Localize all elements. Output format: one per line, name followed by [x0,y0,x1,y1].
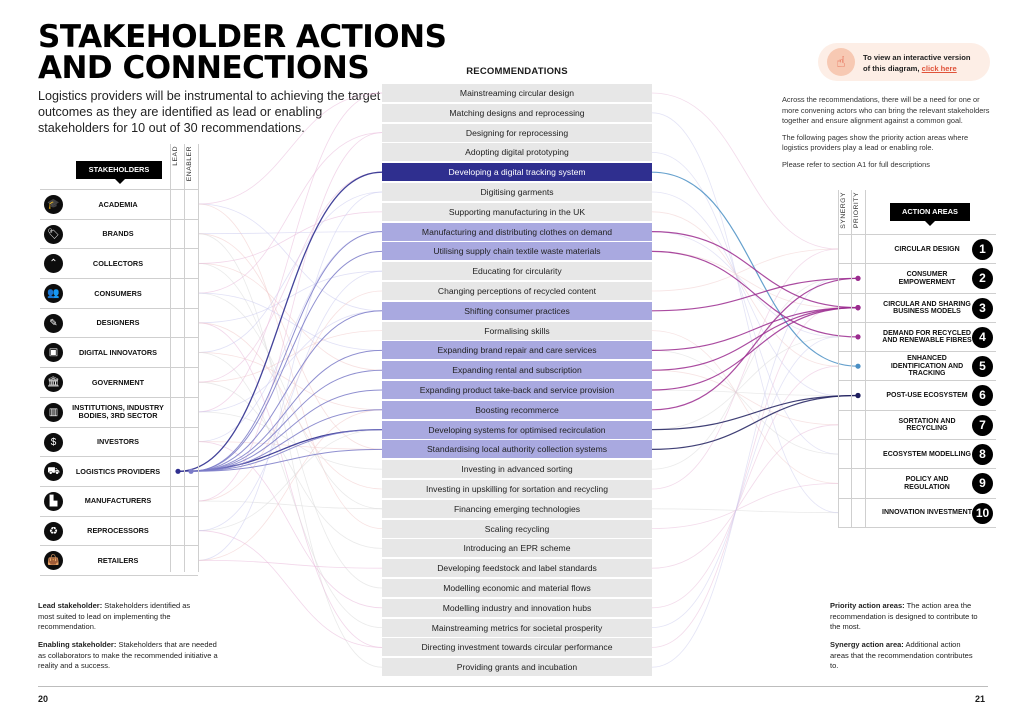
people-icon: 👥 [44,284,63,303]
background-link [198,232,382,442]
action-area-label: INNOVATION INVESTMENT [882,509,972,517]
recommendation-item[interactable]: Boosting recommerce [382,401,652,419]
background-link [198,93,382,204]
background-link [652,192,838,396]
tablet-icon: ▣ [44,343,63,362]
action-area-row[interactable] [838,381,996,410]
background-link [652,308,838,648]
background-link [652,251,838,307]
factory-icon: ▙ [44,492,63,511]
lead-column-label: LEAD [172,146,179,166]
government-icon: 🏛 [44,373,63,392]
recommendations-header: RECOMMENDATIONS [466,66,568,77]
enabler-link [191,350,382,471]
action-area-label: ECOSYSTEM MODELLING [883,450,971,458]
recommendation-item[interactable]: Standardising local authority collection systems [382,440,652,458]
stakeholder-label: GOVERNMENT [91,377,145,387]
action-area-link [652,232,858,308]
recommendation-item[interactable]: Directing investment towards circular performance [382,638,652,656]
synergy-action-note: Synergy action area: Additional action areas that the recommendation contributes to. [830,640,973,670]
action-area-list [838,234,996,528]
title-line-2: AND CONNECTIONS [38,50,370,86]
background-link [652,390,838,396]
recommendation-list [382,84,652,678]
action-area-label: SORTATION AND RECYCLING [898,417,956,433]
action-area-number-badge: 7 [972,415,993,436]
recycle-icon: ♻ [44,522,63,541]
background-link [652,331,838,484]
action-area-number-badge: 3 [972,298,993,319]
recommendation-item[interactable]: Expanding brand repair and care services [382,341,652,359]
recommendation-item[interactable]: Formalising skills [382,322,652,340]
recommendation-item[interactable]: Expanding product take-back and service provision [382,381,652,399]
recommendation-item[interactable]: Mainstreaming circular design [382,84,652,102]
action-area-number-badge: 5 [972,356,993,377]
page-number-right: 21 [975,694,986,704]
background-link [652,370,838,425]
background-link [652,425,838,568]
action-areas-header: ACTION AREAS [890,203,970,221]
stakeholder-column-edge [198,144,199,572]
stakeholder-label: LOGISTICS PROVIDERS [75,466,161,476]
recommendation-item[interactable]: Adopting digital prototyping [382,143,652,161]
building-icon: ▥ [44,403,63,422]
stakeholder-label: INSTITUTIONS, INDUSTRY BODIES, 3RD SECTOR [72,403,164,421]
action-area-number-badge: 9 [972,473,993,494]
action-area-number-badge: 6 [972,385,993,406]
background-link [198,93,382,412]
stakeholder-list [40,189,198,576]
recommendation-item[interactable]: Developing a digital tracking system [382,163,652,181]
action-area-number-badge: 2 [972,268,993,289]
background-link [198,412,382,469]
background-link [198,410,382,561]
recommendation-item[interactable]: Changing perceptions of recycled content [382,282,652,300]
stakeholder-row[interactable] [40,546,198,576]
action-area-number-badge: 8 [972,444,993,465]
background-link [198,560,382,568]
lead-link [178,172,382,471]
money-icon: $ [44,433,63,452]
desc-para-2: The following pages show the priority action areas where logistics providers play a lead or enabling role. [782,132,969,152]
synergy-column-label: SYNERGY [840,192,847,229]
action-area-label: ENHANCED IDENTIFICATION AND TRACKING [890,355,964,378]
background-link [198,172,382,382]
action-area-number-badge: 10 [972,503,993,524]
recommendation-item[interactable]: Scaling recycling [382,520,652,538]
action-area-row[interactable] [838,411,996,440]
recommendation-item[interactable]: Expanding rental and subscription [382,361,652,379]
stakeholder-row[interactable] [40,457,198,487]
recommendation-item[interactable]: Matching designs and reprocessing [382,104,652,122]
callout-line-2: of this diagram, [863,64,920,73]
background-link [198,353,382,628]
priority-column-label: PRIORITY [853,192,860,229]
desc-para-3: Please refer to section A1 for full descriptions [782,159,930,169]
background-link [652,337,838,628]
recommendation-item[interactable]: Providing grants and incubation [382,658,652,676]
background-link [652,278,838,469]
stakeholder-label: INVESTORS [96,437,140,446]
action-area-row[interactable] [838,264,996,293]
action-area-number-badge: 1 [972,239,993,260]
action-area-label: POST-USE ECOSYSTEM [886,392,968,400]
stakeholder-row[interactable] [40,220,198,250]
background-link [198,531,382,648]
stakeholder-label: BRANDS [102,229,134,239]
action-area-label: CIRCULAR DESIGN [894,245,960,253]
background-link [652,509,838,513]
background-link [652,93,838,249]
hanger-icon: ⌃ [44,254,63,273]
background-link [198,263,382,588]
recommendation-item[interactable]: Investing in advanced sorting [382,460,652,478]
stakeholder-row[interactable] [40,338,198,368]
recommendation-item[interactable]: Mainstreaming metrics for societal prosperity [382,619,652,637]
background-link [652,483,838,528]
stakeholder-row[interactable] [40,517,198,547]
enabler-column-label: ENABLER [186,146,193,182]
click-here-link[interactable]: click here [921,64,957,73]
recommendation-item[interactable]: Supporting manufacturing in the UK [382,203,652,221]
action-area-link [652,308,858,371]
recommendation-item[interactable]: Developing feedstock and label standards [382,559,652,577]
stakeholder-row[interactable] [40,279,198,309]
recommendation-item[interactable]: Manufacturing and distributing clothes on demand [382,223,652,241]
enabling-stakeholder-note: Enabling stakeholder: Stakeholders that are needed as collaborators to make the recommended initiative a reality and a success. [38,640,218,670]
recommendation-item[interactable]: Modelling industry and innovation hubs [382,599,652,617]
action-area-label: CIRCULAR AND SHARING BUSINESS MODELS [883,300,971,316]
action-area-row[interactable] [838,440,996,469]
background-link [652,350,838,454]
action-area-number-badge: 4 [972,327,993,348]
stakeholder-row[interactable] [40,428,198,458]
tap-hand-icon: ☝ [827,48,855,76]
recommendation-item[interactable]: Educating for circularity [382,262,652,280]
lead-stakeholder-note: Lead stakeholder: Stakeholders identified as most suited to lead on implementing the recommendation. [38,601,191,631]
stakeholder-row[interactable] [40,368,198,398]
graduation-cap-icon: 🎓 [44,195,63,214]
background-link [198,212,382,264]
action-area-label: DEMAND FOR RECYCLED AND RENEWABLE FIBRES [882,329,972,345]
desc-para-1: Across the recommendations, there will be a need for one or more convening actors who can bring the relevant stakeholders together and ensure alignment against a common goal. [782,95,990,125]
priority-action-note: Priority action areas: The action area the recommendation is designed to contribute to the most. [830,601,978,631]
title-line-1: STAKEHOLDER ACTIONS [38,19,447,55]
background-link [198,442,382,450]
action-area-row[interactable] [838,323,996,352]
stakeholder-label: DESIGNERS [96,318,140,328]
stakeholder-label: ACADEMIA [98,199,138,209]
stakeholder-label: DIGITAL INNOVATORS [79,347,157,357]
recommendation-item[interactable]: Investing in upskilling for sortation and recycling [382,480,652,498]
recommendation-item[interactable]: Financing emerging technologies [382,500,652,518]
background-link [198,501,382,509]
enabler-link [191,410,382,472]
recommendation-item[interactable]: Designing for reprocessing [382,124,652,142]
stakeholder-label: RETAILERS [97,555,139,565]
recommendation-item[interactable]: Digitising garments [382,183,652,201]
stakeholder-row[interactable] [40,249,198,279]
background-link [198,271,382,323]
recommendation-item[interactable]: Shifting consumer practices [382,302,652,320]
stakeholder-label: COLLECTORS [92,258,144,268]
stakeholder-row[interactable] [40,309,198,339]
action-area-row[interactable] [838,294,996,323]
stakeholder-row[interactable] [40,398,198,428]
background-link [652,232,838,337]
background-link [198,133,382,294]
stakeholder-label: MANUFACTURERS [84,496,152,506]
action-area-row[interactable] [838,469,996,498]
action-area-row[interactable] [838,235,996,264]
action-area-label: CONSUMER EMPOWERMENT [898,271,956,286]
background-link [652,278,838,667]
recommendation-item[interactable]: Introducing an EPR scheme [382,539,652,557]
recommendation-item[interactable]: Developing systems for optimised recirculation [382,421,652,439]
pencil-icon: ✎ [44,314,63,333]
callout-line-1: To view an interactive version [863,53,971,62]
stakeholders-header: STAKEHOLDERS [76,161,162,179]
action-area-label: POLICY AND REGULATION [904,476,950,491]
recommendation-item[interactable]: Modelling economic and material flows [382,579,652,597]
tag-icon: 🏷 [44,225,63,244]
stakeholder-row[interactable] [40,487,198,517]
action-area-row[interactable] [838,499,996,528]
action-area-row[interactable] [838,352,996,381]
stakeholder-label: CONSUMERS [94,288,142,298]
stakeholder-row[interactable] [40,190,198,220]
stakeholder-label: REPROCESSORS [87,526,149,536]
background-link [198,232,382,234]
shopping-bag-icon: 👜 [44,551,63,570]
page-number-left: 20 [38,694,49,704]
footer-divider [38,686,988,687]
intro-text: Logistics providers will be instrumental to achieving the target outcomes as they are identified as lead or enabling stakeholders for 10 out of 30 recommendations. [38,89,381,135]
recommendation-item[interactable]: Utilising supply chain textile waste materials [382,242,652,260]
truck-icon: ⛟ [44,462,63,481]
background-link [652,152,838,454]
